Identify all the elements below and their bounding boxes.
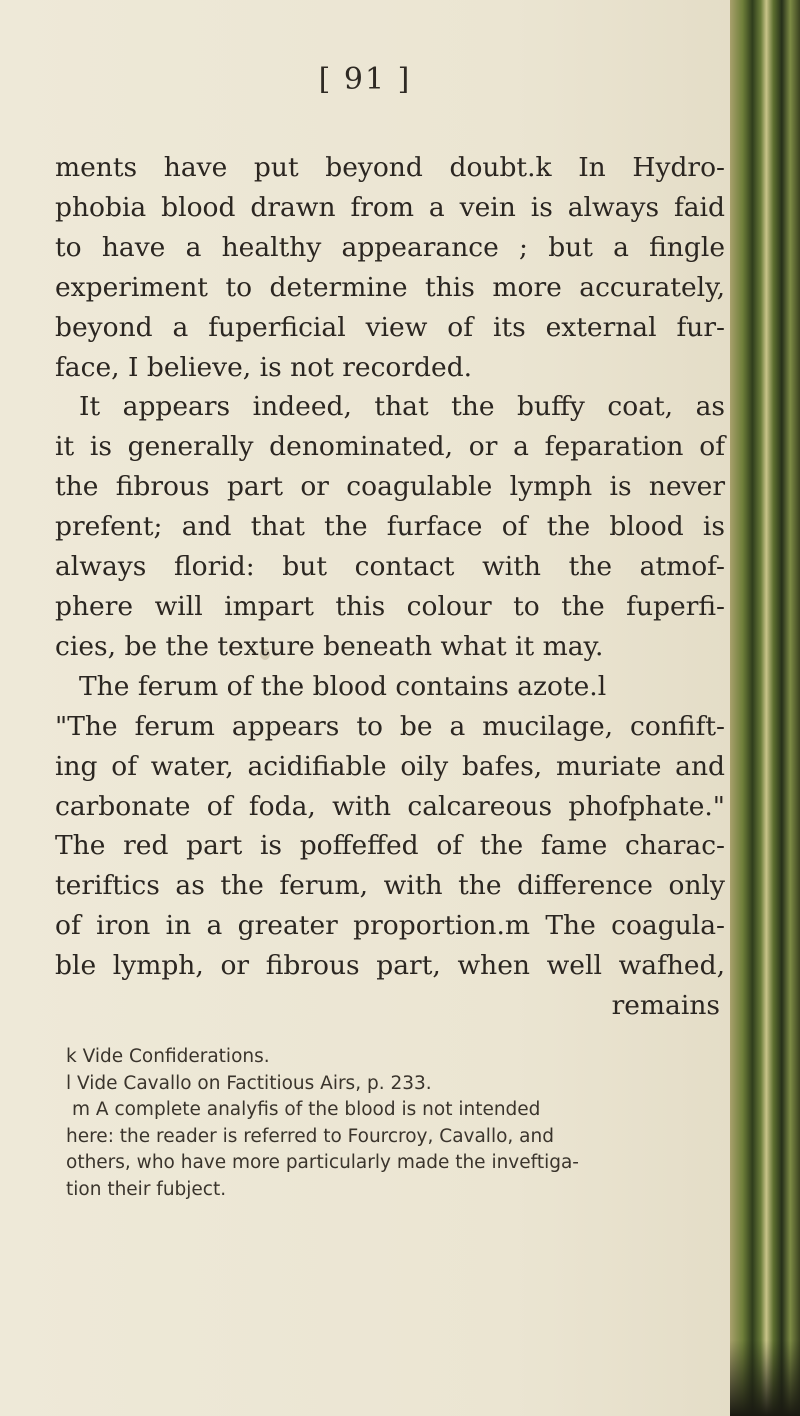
paragraph-start-line: It appears indeed, that the buffy coat, as	[79, 391, 725, 423]
paragraph-start-line: The ferum of the blood contains azote.l	[79, 670, 607, 702]
text-line: to have a healthy appearance ; but a fingle	[55, 231, 725, 263]
text-line: beyond a fuperficial view of its external fur-	[55, 311, 725, 343]
page-number-header: [ 91 ]	[318, 62, 412, 97]
binding-shadow	[730, 1340, 800, 1416]
text-line: phobia blood drawn from a vein is always faid	[55, 191, 725, 223]
text-line: phere will impart this colour to the fuperfi-	[55, 590, 725, 622]
text-line: always florid: but contact with the atmof-	[55, 551, 725, 583]
book-binding-edge	[730, 0, 800, 1416]
text-line: prefent; and that the furface of the blood is	[55, 511, 725, 543]
text-line: ble lymph, or fibrous part, when well wafhed,	[55, 950, 725, 982]
text-line: teriftics as the ferum, with the difference only	[55, 870, 725, 902]
text-line: the fibrous part or coagulable lymph is never	[55, 471, 725, 503]
text-line: The red part is poffeffed of the fame charac-	[55, 830, 725, 862]
footnote-m-continued: others, who have more particularly made the inveftiga-	[66, 1152, 579, 1173]
text-line: carbonate of foda, with calcareous phofphate."	[55, 790, 725, 822]
text-line: experiment to determine this more accurately,	[55, 271, 725, 303]
text-line: ments have put beyond doubt.k In Hydro-	[55, 152, 725, 183]
footnote-m: m A complete analyfis of the blood is not intended	[72, 1099, 541, 1120]
footnote-m-continued: here: the reader is referred to Fourcroy, Cavallo, and	[66, 1125, 554, 1147]
body-text	[55, 148, 725, 1026]
footnotes	[66, 1044, 686, 1203]
footnote-k: k Vide Confiderations.	[66, 1046, 270, 1067]
text-line: it is generally denominated, or a feparation of	[55, 431, 725, 463]
footnote-m-continued: tion their fubject.	[66, 1178, 227, 1200]
text-line: "The ferum appears to be a mucilage, confift-	[55, 710, 725, 742]
catchword: remains	[611, 990, 720, 1022]
text-line: face, I believe, is not recorded.	[55, 351, 473, 383]
text-line: cies, be the texture beneath what it may.	[55, 630, 604, 662]
footnote-l: l Vide Cavallo on Factitious Airs, p. 233.	[66, 1072, 432, 1094]
text-line: ing of water, acidifiable oily bafes, muriate and	[55, 750, 725, 782]
text-line: of iron in a greater proportion.m The coagula-	[55, 910, 725, 942]
